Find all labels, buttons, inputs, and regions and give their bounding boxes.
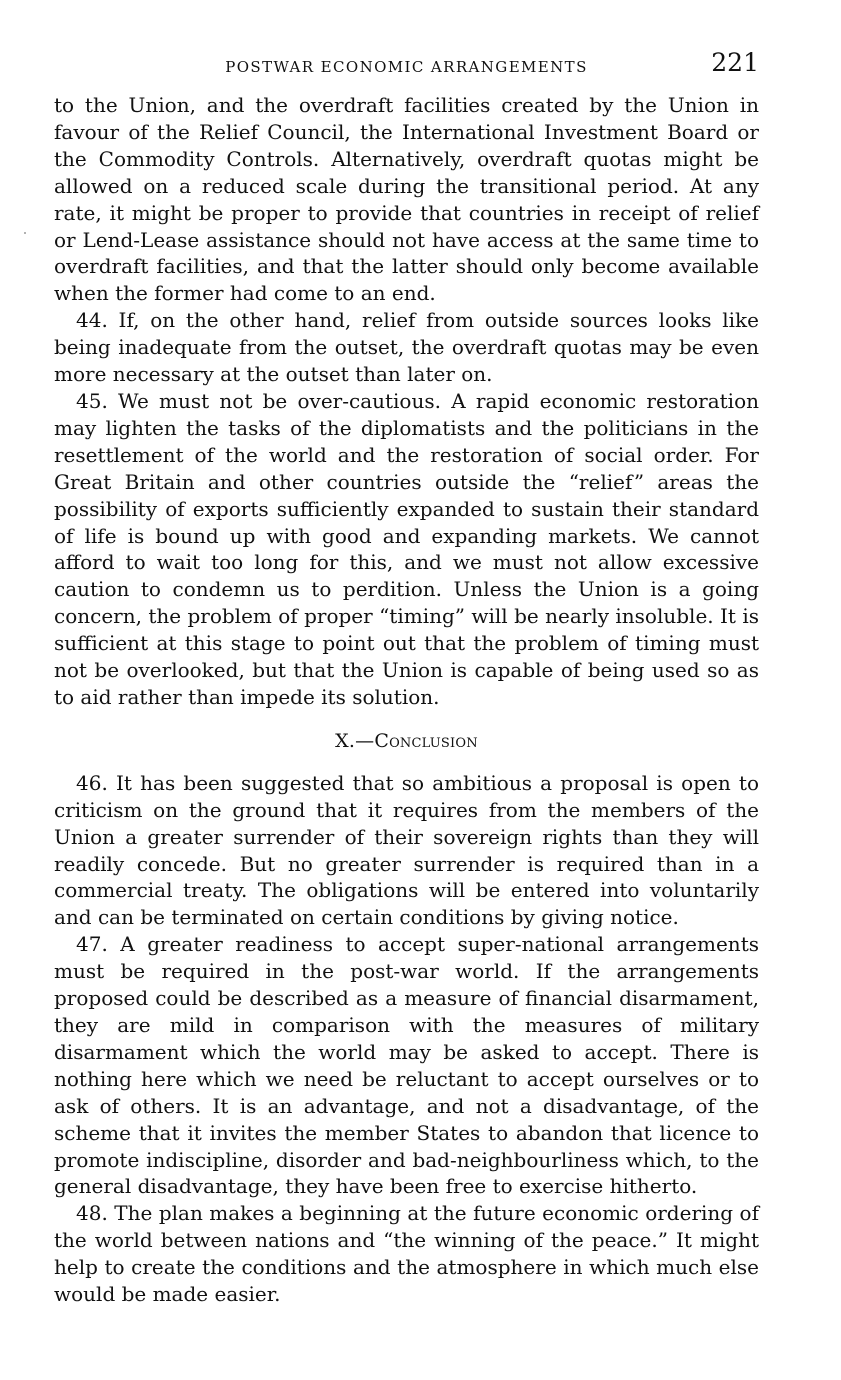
paragraph-continued — [54, 92, 759, 307]
margin-speck — [24, 232, 26, 234]
paragraph-47 — [54, 931, 759, 1200]
paragraph-45 — [54, 388, 759, 711]
paragraph-text: We must not be over-cautious. A rapid economic restoration may lighten the tasks of the diplomatists and the politicians in the resettlement of the world and the restoration of social order. For Great Britain and other countries outside the “relief” areas the possibility of exports sufficiently expanded to sustain their standard of life is bound up with good and expanding markets. We cannot afford to wait too long for this, and we must not allow excessive caution to condemn us to perdition. Unless the Union is a going concern, the problem of proper “timing” will be nearly insoluble. It is sufficient at this stage to point out that the problem of timing must not be overlooked, but that the Union is capable of being used so as to aid rather than impede its solution. — [54, 388, 759, 709]
paragraph-number: 46. — [76, 770, 108, 795]
paragraph-number: 47. — [76, 932, 108, 957]
paragraph-number: 44. — [76, 308, 108, 333]
book-page — [54, 48, 759, 1308]
paragraph-46 — [54, 770, 759, 931]
running-header — [54, 48, 759, 84]
paragraph-text: to the Union, and the overdraft facilities created by the Union in favour of the Relief Council, the International Investment Board or the Commodity Controls. Alternatively, overdraft quotas might be allowed on a reduced scale during the transitional period. At any rate, it might be proper to provide that countries in receipt of relief or Lend-Lease assistance should not have access at the same time to overdraft facilities, and that the latter should only become available when the former had come to an end. — [54, 93, 759, 306]
page-number: 221 — [711, 48, 759, 77]
paragraph-44 — [54, 307, 759, 388]
paragraph-48 — [54, 1200, 759, 1308]
paragraph-text: The plan makes a beginning at the future economic ordering of the world between nations and “the winning of the peace.” It might help to create the conditions and the atmosphere in which much else would be made easier. — [54, 1201, 759, 1307]
paragraph-number: 48. — [76, 1201, 108, 1226]
paragraph-text: A greater readiness to accept super-national arrangements must be required in the post-war world. If the arrangements proposed could be described as a measure of financial disarmament, they are mild in comparison with the measures of military disarmament which the world may be asked to accept. There is nothing here which we need be reluctant to accept ourselves or to ask of others. It is an advantage, and not a disadvantage, of the scheme that it invites the member States to abandon that licence to promote indiscipline, disorder and bad-neighbourliness which, to the general disadvantage, they have been free to exercise hitherto. — [54, 932, 759, 1199]
paragraph-text: If, on the other hand, relief from outside sources looks like being inadequate from the outset, the overdraft quotas may be even more necessary at the outset than later on. — [54, 308, 759, 387]
paragraph-text: It has been suggested that so ambitious a proposal is open to criticism on the ground that it requires from the members of the Union a greater surrender of their sovereign rights than they will readily concede. But no greater surrender is required than in a commercial treaty. The obligations will be entered into voluntarily and can be terminated on certain conditions by giving notice. — [54, 770, 759, 930]
section-heading: X.—Conclusion — [335, 729, 478, 752]
paragraph-number: 45. — [76, 388, 108, 413]
running-title: POSTWAR ECONOMIC ARRANGEMENTS — [225, 58, 588, 76]
